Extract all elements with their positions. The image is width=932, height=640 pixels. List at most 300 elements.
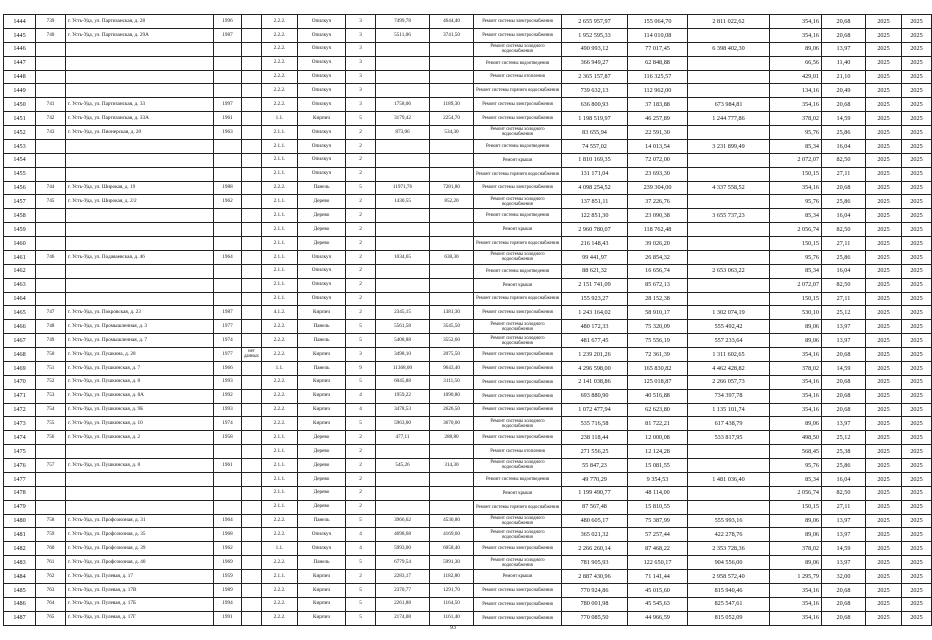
wall-material-cell: Кирпич — [298, 306, 346, 320]
material-code-cell: 2.2.2. — [262, 528, 298, 542]
extra-year-cell — [242, 209, 262, 223]
row-number-cell: 1452 — [4, 126, 36, 140]
work-cost-cell: 4 098 254,52 — [562, 181, 628, 195]
row-number-cell: 1472 — [4, 403, 36, 417]
plan-year-start-cell: 2025 — [866, 70, 902, 84]
plan-year-end-cell: 2025 — [902, 486, 932, 500]
floors-cell: 3 — [346, 15, 376, 29]
address-cell — [66, 264, 214, 278]
address-cell — [66, 223, 214, 237]
total-cost-cell — [688, 84, 770, 98]
extra-year-cell — [242, 389, 262, 403]
control-cost-cell: 81 722,21 — [628, 417, 688, 431]
plan-year-start-cell: 2025 — [866, 348, 902, 362]
table-body — [4, 15, 932, 626]
row-number-cell: 1464 — [4, 292, 36, 306]
plan-year-start-cell: 2025 — [866, 181, 902, 195]
plan-year-start-cell: 2025 — [866, 361, 902, 375]
total-area-cell: 3966,62 — [376, 514, 430, 528]
wall-material-cell: Дерево — [298, 237, 346, 251]
unit-control-cost-cell: 25,86 — [822, 250, 866, 264]
unit-cost-cell: 378,02 — [770, 542, 822, 556]
address-cell: г. Усть-Уда, ул. Пушкинская, д. 8 — [66, 375, 214, 389]
unit-control-cost-cell: 20,68 — [822, 15, 866, 29]
row-number-cell: 1462 — [4, 264, 36, 278]
build-year-cell — [214, 84, 242, 98]
extra-year-cell — [242, 514, 262, 528]
material-code-cell: 2.2.2. — [262, 334, 298, 348]
living-area-cell: 2626,50 — [430, 403, 474, 417]
wall-material-cell: Опилкуч — [298, 153, 346, 167]
unit-cost-cell: 89,06 — [770, 514, 822, 528]
wall-material-cell: Опилкуч — [298, 250, 346, 264]
plan-year-start-cell: 2025 — [866, 472, 902, 486]
unit-control-cost-cell: 20,68 — [822, 389, 866, 403]
material-code-cell: 2.1.1. — [262, 459, 298, 473]
plan-year-end-cell: 2025 — [902, 389, 932, 403]
floors-cell: 3 — [346, 42, 376, 56]
address-number-cell: 741 — [36, 98, 66, 112]
total-area-cell — [376, 209, 430, 223]
table-row — [4, 167, 932, 181]
total-cost-cell — [688, 237, 770, 251]
address-cell: г. Усть-Уда, ул. Пушкина, д. 28 — [66, 348, 214, 362]
control-cost-cell: 46 257,89 — [628, 112, 688, 126]
total-cost-cell: 3 655 737,23 — [688, 209, 770, 223]
work-type-cell: Ремонт системы горячего водоснабжения — [474, 500, 562, 514]
living-area-cell: 314,30 — [430, 459, 474, 473]
unit-cost-cell: 354,16 — [770, 98, 822, 112]
plan-year-end-cell: 2025 — [902, 28, 932, 42]
control-cost-cell: 9 354,53 — [628, 472, 688, 486]
wall-material-cell: Кирпич — [298, 611, 346, 625]
row-number-cell: 1469 — [4, 361, 36, 375]
wall-material-cell: Опилкуч — [298, 528, 346, 542]
living-area-cell: 1161,40 — [430, 611, 474, 625]
unit-control-cost-cell: 27,11 — [822, 167, 866, 181]
unit-control-cost-cell: 20,49 — [822, 84, 866, 98]
extra-year-cell — [242, 15, 262, 29]
unit-cost-cell: 2 072,07 — [770, 278, 822, 292]
plan-year-start-cell: 2025 — [866, 334, 902, 348]
work-cost-cell: 88 621,32 — [562, 264, 628, 278]
total-area-cell: 3498,10 — [376, 348, 430, 362]
total-area-cell: 2283,17 — [376, 570, 430, 584]
material-code-cell: 2.2.2. — [262, 70, 298, 84]
work-cost-cell: 780 001,98 — [562, 597, 628, 611]
work-type-cell: Ремонт системы водоотведения — [474, 56, 562, 70]
address-number-cell — [36, 445, 66, 459]
work-type-cell: Ремонт системы электроснабжения — [474, 28, 562, 42]
address-cell — [66, 84, 214, 98]
extra-year-cell — [242, 445, 262, 459]
material-code-cell: 2.1.1. — [262, 278, 298, 292]
unit-control-cost-cell: 20,68 — [822, 611, 866, 625]
material-code-cell: 2.2.2. — [262, 42, 298, 56]
plan-year-start-cell: 2025 — [866, 292, 902, 306]
table-row — [4, 181, 932, 195]
plan-year-end-cell: 2025 — [902, 42, 932, 56]
extra-year-cell — [242, 56, 262, 70]
row-number-cell: 1448 — [4, 70, 36, 84]
total-area-cell: 5963,00 — [376, 417, 430, 431]
work-cost-cell: 137 851,11 — [562, 195, 628, 209]
total-area-cell — [376, 84, 430, 98]
control-cost-cell: 87 468,22 — [628, 542, 688, 556]
extra-year-cell — [242, 472, 262, 486]
extra-year-cell — [242, 320, 262, 334]
extra-year-cell — [242, 375, 262, 389]
floors-cell: 4 — [346, 542, 376, 556]
unit-cost-cell: 89,06 — [770, 528, 822, 542]
work-cost-cell: 481 677,45 — [562, 334, 628, 348]
work-cost-cell: 1 199 490,77 — [562, 486, 628, 500]
build-year-cell: 1962 — [214, 542, 242, 556]
build-year-cell: 1961 — [214, 459, 242, 473]
unit-control-cost-cell: 13,97 — [822, 417, 866, 431]
plan-year-end-cell: 2025 — [902, 348, 932, 362]
plan-year-start-cell: 2025 — [866, 486, 902, 500]
control-cost-cell: 15 810,55 — [628, 500, 688, 514]
living-area-cell: 534,30 — [430, 126, 474, 140]
living-area-cell — [430, 445, 474, 459]
control-cost-cell: 62 848,88 — [628, 56, 688, 70]
work-type-cell: Ремонт системы горячего водоснабжения — [474, 84, 562, 98]
total-cost-cell: 2 653 063,22 — [688, 264, 770, 278]
address-number-cell — [36, 42, 66, 56]
unit-cost-cell: 95,76 — [770, 126, 822, 140]
material-code-cell: 2.2.2. — [262, 84, 298, 98]
plan-year-end-cell: 2025 — [902, 472, 932, 486]
wall-material-cell: Дерево — [298, 500, 346, 514]
work-cost-cell: 365 021,32 — [562, 528, 628, 542]
wall-material-cell: Опилкуч — [298, 139, 346, 153]
address-number-cell: 760 — [36, 542, 66, 556]
plan-year-end-cell: 2025 — [902, 237, 932, 251]
control-cost-cell: 125 018,87 — [628, 375, 688, 389]
unit-control-cost-cell: 14,59 — [822, 361, 866, 375]
plan-year-end-cell: 2025 — [902, 209, 932, 223]
unit-control-cost-cell: 13,97 — [822, 334, 866, 348]
plan-year-start-cell: 2025 — [866, 611, 902, 625]
plan-year-end-cell: 2025 — [902, 611, 932, 625]
unit-control-cost-cell: 20,68 — [822, 348, 866, 362]
floors-cell: 2 — [346, 459, 376, 473]
capital-repair-register-table — [3, 14, 932, 626]
living-area-cell: 1189,30 — [430, 98, 474, 112]
total-cost-cell — [688, 195, 770, 209]
unit-cost-cell: 89,06 — [770, 320, 822, 334]
row-number-cell: 1455 — [4, 167, 36, 181]
build-year-cell — [214, 56, 242, 70]
floors-cell: 2 — [346, 195, 376, 209]
total-cost-cell — [688, 167, 770, 181]
total-area-cell — [376, 167, 430, 181]
material-code-cell: 2.1.1. — [262, 486, 298, 500]
wall-material-cell: Опилкуч — [298, 70, 346, 84]
work-type-cell: Ремонт системы водоотведения — [474, 264, 562, 278]
total-area-cell: 2261,88 — [376, 597, 430, 611]
total-cost-cell: 557 233,64 — [688, 334, 770, 348]
unit-control-cost-cell: 13,97 — [822, 528, 866, 542]
address-cell — [66, 70, 214, 84]
work-cost-cell: 87 567,48 — [562, 500, 628, 514]
work-type-cell: Ремонт системы холодного водоснабжения — [474, 514, 562, 528]
unit-control-cost-cell: 14,59 — [822, 112, 866, 126]
total-area-cell — [376, 223, 430, 237]
total-cost-cell — [688, 486, 770, 500]
plan-year-start-cell: 2025 — [866, 278, 902, 292]
work-cost-cell: 480 172,33 — [562, 320, 628, 334]
plan-year-start-cell: 2025 — [866, 112, 902, 126]
unit-control-cost-cell: 25,38 — [822, 445, 866, 459]
total-cost-cell — [688, 56, 770, 70]
unit-cost-cell: 530,10 — [770, 306, 822, 320]
living-area-cell: 6058,40 — [430, 542, 474, 556]
material-code-cell: 2.2.2. — [262, 181, 298, 195]
plan-year-end-cell: 2025 — [902, 84, 932, 98]
address-number-cell — [36, 84, 66, 98]
total-area-cell — [376, 472, 430, 486]
unit-cost-cell: 95,76 — [770, 250, 822, 264]
extra-year-cell — [242, 306, 262, 320]
material-code-cell: 2.2.2. — [262, 348, 298, 362]
living-area-cell: 3545,50 — [430, 320, 474, 334]
unit-control-cost-cell: 20,68 — [822, 403, 866, 417]
total-cost-cell — [688, 223, 770, 237]
wall-material-cell: Опилкуч — [298, 292, 346, 306]
address-number-cell — [36, 472, 66, 486]
build-year-cell — [214, 42, 242, 56]
row-number-cell: 1457 — [4, 195, 36, 209]
table-row — [4, 611, 932, 625]
plan-year-start-cell: 2025 — [866, 139, 902, 153]
address-cell: г. Усть-Уда, ул. Пушкинская, д. 2 — [66, 431, 214, 445]
table-row — [4, 126, 932, 140]
build-year-cell: 1962 — [214, 195, 242, 209]
work-type-cell: Ремонт системы электроснабжения — [474, 583, 562, 597]
build-year-cell: 1994 — [214, 597, 242, 611]
total-area-cell: 5408,88 — [376, 334, 430, 348]
plan-year-end-cell: 2025 — [902, 320, 932, 334]
address-number-cell: 764 — [36, 597, 66, 611]
wall-material-cell: Кирпич — [298, 389, 346, 403]
control-cost-cell: 118 762,48 — [628, 223, 688, 237]
floors-cell: 2 — [346, 264, 376, 278]
floors-cell: 3 — [346, 28, 376, 42]
material-code-cell: 2.2.2. — [262, 56, 298, 70]
plan-year-start-cell: 2025 — [866, 320, 902, 334]
total-cost-cell: 1 311 602,65 — [688, 348, 770, 362]
plan-year-end-cell: 2025 — [902, 181, 932, 195]
plan-year-end-cell: 2025 — [902, 556, 932, 570]
plan-year-start-cell: 2025 — [866, 153, 902, 167]
address-cell — [66, 42, 214, 56]
table-row — [4, 320, 932, 334]
build-year-cell — [214, 209, 242, 223]
control-cost-cell: 75 320,09 — [628, 320, 688, 334]
work-type-cell: Ремонт системы холодного водоснабжения — [474, 556, 562, 570]
table-row — [4, 542, 932, 556]
control-cost-cell: 165 830,82 — [628, 361, 688, 375]
address-cell: г. Усть-Уда, ул. Широкая, д. 2/2 — [66, 195, 214, 209]
living-area-cell: 9643,40 — [430, 361, 474, 375]
unit-control-cost-cell: 82,50 — [822, 486, 866, 500]
control-cost-cell: 75 556,19 — [628, 334, 688, 348]
table-row — [4, 597, 932, 611]
floors-cell: 2 — [346, 126, 376, 140]
address-number-cell: 740 — [36, 28, 66, 42]
build-year-cell: 1966 — [214, 361, 242, 375]
control-cost-cell: 116 325,57 — [628, 70, 688, 84]
total-cost-cell: 422 278,76 — [688, 528, 770, 542]
living-area-cell — [430, 42, 474, 56]
total-cost-cell: 2 811 022,62 — [688, 15, 770, 29]
extra-year-cell — [242, 167, 262, 181]
plan-year-start-cell: 2025 — [866, 431, 902, 445]
total-area-cell — [376, 42, 430, 56]
work-cost-cell: 535 716,58 — [562, 417, 628, 431]
work-cost-cell: 131 171,04 — [562, 167, 628, 181]
build-year-cell: 1977 — [214, 348, 242, 362]
total-cost-cell: 904 556,00 — [688, 556, 770, 570]
total-cost-cell: 815 940,46 — [688, 583, 770, 597]
material-code-cell: 2.1.1. — [262, 431, 298, 445]
build-year-cell: 1964 — [214, 250, 242, 264]
address-cell: г. Усть-Уда, ул. Партизанская, д. 33 — [66, 98, 214, 112]
total-area-cell: 1758,06 — [376, 98, 430, 112]
unit-control-cost-cell: 25,12 — [822, 431, 866, 445]
floors-cell: 3 — [346, 98, 376, 112]
plan-year-start-cell: 2025 — [866, 445, 902, 459]
unit-control-cost-cell: 27,11 — [822, 237, 866, 251]
build-year-cell — [214, 500, 242, 514]
unit-control-cost-cell: 21,10 — [822, 70, 866, 84]
living-area-cell — [430, 264, 474, 278]
living-area-cell — [430, 278, 474, 292]
wall-material-cell: Опилкуч — [298, 126, 346, 140]
wall-material-cell: Кирпич — [298, 348, 346, 362]
total-cost-cell: 673 984,81 — [688, 98, 770, 112]
table-row — [4, 459, 932, 473]
address-number-cell — [36, 486, 66, 500]
plan-year-start-cell: 2025 — [866, 500, 902, 514]
living-area-cell: 3552,60 — [430, 334, 474, 348]
total-cost-cell — [688, 292, 770, 306]
build-year-cell — [214, 153, 242, 167]
unit-control-cost-cell: 27,11 — [822, 292, 866, 306]
work-cost-cell: 1 952 595,33 — [562, 28, 628, 42]
plan-year-start-cell: 2025 — [866, 583, 902, 597]
work-type-cell: Ремонт системы горячего водоснабжения — [474, 167, 562, 181]
build-year-cell: 1997 — [214, 98, 242, 112]
control-cost-cell: 28 152,38 — [628, 292, 688, 306]
total-cost-cell: 4 462 428,82 — [688, 361, 770, 375]
table-row — [4, 334, 932, 348]
address-number-cell: 759 — [36, 528, 66, 542]
address-number-cell: 765 — [36, 611, 66, 625]
living-area-cell: 638,30 — [430, 250, 474, 264]
unit-cost-cell: 150,15 — [770, 500, 822, 514]
work-type-cell: Ремонт крыши — [474, 223, 562, 237]
work-type-cell: Ремонт системы электроснабжения — [474, 597, 562, 611]
work-cost-cell: 55 847,23 — [562, 459, 628, 473]
row-number-cell: 1478 — [4, 486, 36, 500]
unit-cost-cell: 354,16 — [770, 583, 822, 597]
build-year-cell: 1963 — [214, 126, 242, 140]
work-cost-cell: 2 151 741,09 — [562, 278, 628, 292]
unit-cost-cell: 89,06 — [770, 334, 822, 348]
total-area-cell: 7499,78 — [376, 15, 430, 29]
living-area-cell — [430, 153, 474, 167]
build-year-cell — [214, 278, 242, 292]
living-area-cell: 2254,70 — [430, 112, 474, 126]
row-number-cell: 1483 — [4, 556, 36, 570]
work-cost-cell: 49 770,29 — [562, 472, 628, 486]
plan-year-end-cell: 2025 — [902, 583, 932, 597]
living-area-cell: 2075,50 — [430, 348, 474, 362]
build-year-cell — [214, 486, 242, 500]
work-cost-cell: 739 632,13 — [562, 84, 628, 98]
address-number-cell: 743 — [36, 126, 66, 140]
address-number-cell — [36, 237, 66, 251]
row-number-cell: 1461 — [4, 250, 36, 264]
unit-cost-cell: 89,06 — [770, 417, 822, 431]
floors-cell: 2 — [346, 223, 376, 237]
total-area-cell — [376, 445, 430, 459]
unit-control-cost-cell: 82,50 — [822, 223, 866, 237]
work-cost-cell: 83 655,94 — [562, 126, 628, 140]
material-code-cell: 2.2.2. — [262, 375, 298, 389]
total-cost-cell: 1 244 777,86 — [688, 112, 770, 126]
work-cost-cell: 2 365 157,87 — [562, 70, 628, 84]
control-cost-cell: 23 693,30 — [628, 167, 688, 181]
total-area-cell — [376, 278, 430, 292]
address-cell: г. Усть-Уда, ул. Пулевая, д. 17Б — [66, 597, 214, 611]
control-cost-cell: 23 090,38 — [628, 209, 688, 223]
work-cost-cell: 271 556,25 — [562, 445, 628, 459]
build-year-cell — [214, 237, 242, 251]
living-area-cell: 1291,70 — [430, 583, 474, 597]
build-year-cell: 1991 — [214, 611, 242, 625]
plan-year-end-cell: 2025 — [902, 417, 932, 431]
wall-material-cell: Опилкуч — [298, 56, 346, 70]
total-area-cell — [376, 486, 430, 500]
unit-control-cost-cell: 16,04 — [822, 472, 866, 486]
table-row — [4, 139, 932, 153]
address-number-cell — [36, 167, 66, 181]
address-number-cell: 755 — [36, 417, 66, 431]
address-number-cell: 752 — [36, 375, 66, 389]
row-number-cell: 1475 — [4, 445, 36, 459]
table-row — [4, 445, 932, 459]
unit-cost-cell: 2 056,74 — [770, 223, 822, 237]
total-area-cell: 5511,06 — [376, 28, 430, 42]
address-cell: г. Усть-Уда, ул. Пулевая, д. 17В — [66, 583, 214, 597]
material-code-cell: 2.1.1. — [262, 250, 298, 264]
table-row — [4, 250, 932, 264]
address-cell: г. Усть-Уда, ул. Пулевая, д. 17 — [66, 570, 214, 584]
work-cost-cell: 122 851,30 — [562, 209, 628, 223]
plan-year-start-cell: 2025 — [866, 264, 902, 278]
build-year-cell — [214, 70, 242, 84]
total-cost-cell: 4 337 558,52 — [688, 181, 770, 195]
total-area-cell: 11971,76 — [376, 181, 430, 195]
total-area-cell: 6779,54 — [376, 556, 430, 570]
total-area-cell — [376, 70, 430, 84]
total-cost-cell: 734 397,78 — [688, 389, 770, 403]
address-cell: г. Усть-Уда, ул. Пушкинская, д. 10 — [66, 417, 214, 431]
